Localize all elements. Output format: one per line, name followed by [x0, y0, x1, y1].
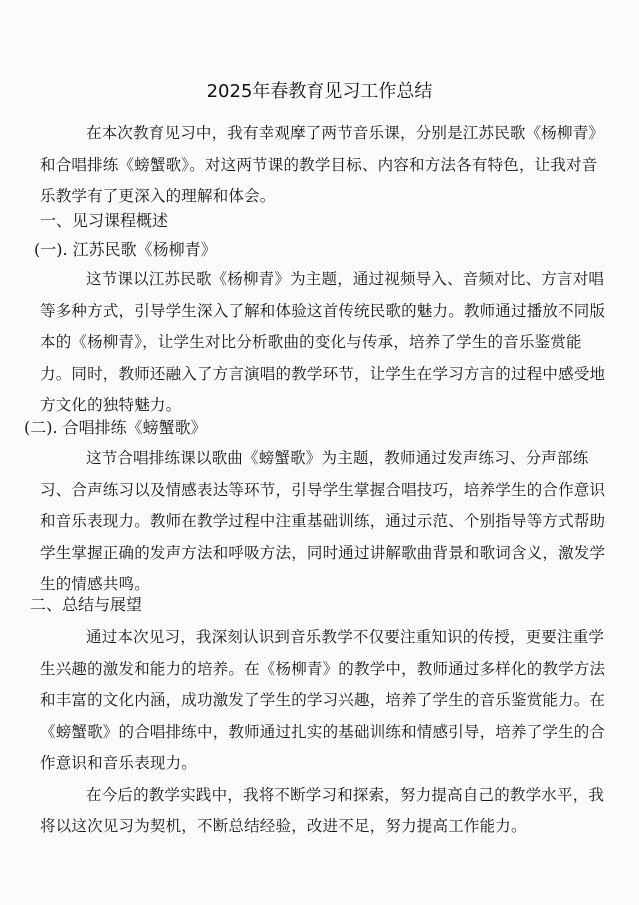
section1-heading: 一、见习课程概述 — [40, 211, 169, 230]
summary-paragraph-1: 通过本次见习，我深刻认识到音乐教学不仅要注重知识的传授，更要注重学生兴趣的激发和能力的培养。在《杨柳青》的教学中，教师通过多样化的教学方法和丰富的文化内涵，成功激发了学生的学习兴趣，培养了学生的音乐鉴赏能力。在《螃蟹歌》的合唱排练中，教师通过扎实的基础训练和情感引导，培养了学生的合作意识和音乐表现力。 — [40, 628, 606, 772]
summary-paragraph-2: 在今后的教学实践中，我将不断学习和探索，努力提高自己的教学水平，我将以这次见习为契机，不断总结经验，改进不足，努力提高工作能力。 — [40, 785, 605, 835]
subsection1-block — [40, 264, 612, 422]
subsection1-paragraph: 这节课以江苏民歌《杨柳青》为主题，通过视频导入、音频对比、方言对唱等多种方式，引导学生深入了解和体验这首传统民歌的魅力。教师通过播放不同版本的《杨柳青》，让学生对比分析歌曲的变化与传承，培养了学生的音乐鉴赏能力。同时，教师还融入了方言演唱的教学环节，让学生在学习方言的过程中感受地方文化的独特魅力。 — [40, 270, 606, 414]
subsection1-heading: (一). 江苏民歌《杨柳青》 — [34, 240, 217, 259]
document-title: 2025年春教育见习工作总结 — [206, 81, 433, 102]
subsection2-paragraph: 这节合唱排练课以歌曲《螃蟹歌》为主题，教师通过发声练习、分声部练习、合声练习以及情感表达等环节，引导学生掌握合唱技巧，培养学生的合作意识和音乐表现力。教师在教学过程中注重基础训练，通过示范、个别指导等方式帮助学生掌握正确的发声方法和呼吸方法，同时通过讲解歌曲背景和歌词含义，激发学生的情感共鸣。 — [40, 449, 606, 593]
intro-paragraph: 在本次教育见习中，我有幸观摩了两节音乐课，分别是江苏民歌《杨柳青》和合唱排练《螃蟹歌》。对这两节课的教学目标、内容和方法各有特色，让我对音乐教学有了更深入的理解和体会。 — [40, 124, 605, 205]
subsection2-heading: (二). 合唱排练《螃蟹歌》 — [24, 418, 207, 437]
section2-block — [40, 622, 612, 843]
intro-block — [40, 118, 612, 213]
subsection2-block — [40, 443, 612, 601]
section2-heading: 二、总结与展望 — [30, 595, 143, 614]
